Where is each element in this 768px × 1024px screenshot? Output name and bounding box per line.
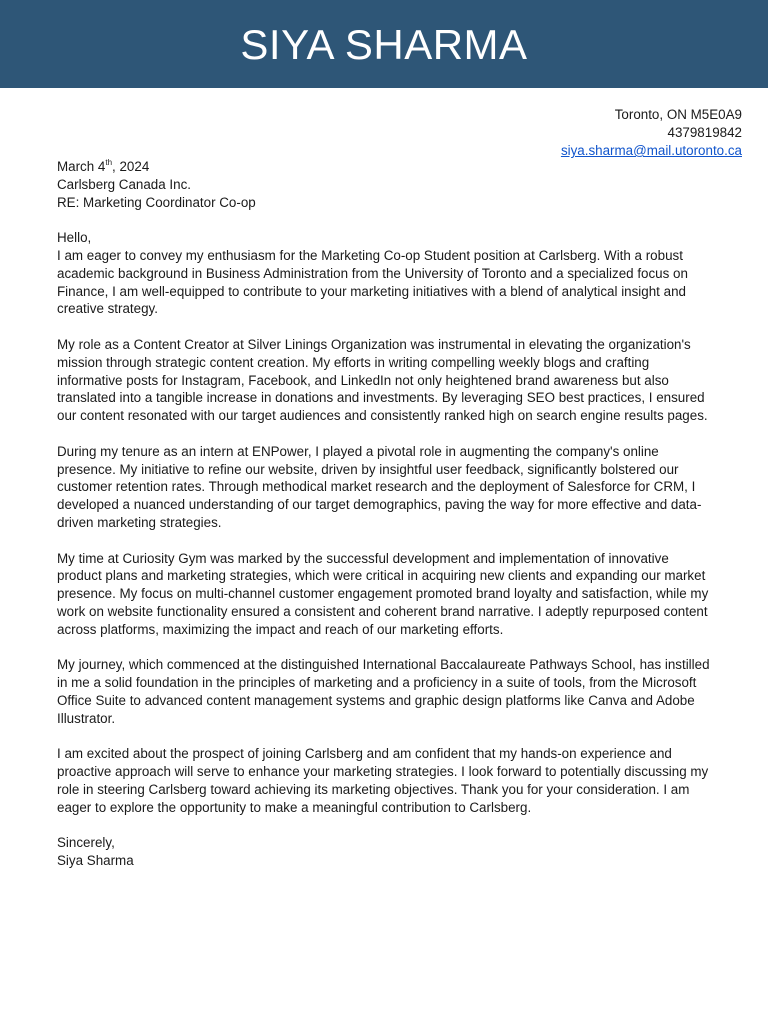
contact-address: Toronto, ON M5E0A9 — [614, 107, 742, 122]
header-band — [0, 0, 768, 88]
signature: Siya Sharma — [57, 853, 134, 869]
applicant-name: SIYA SHARMA — [240, 21, 528, 68]
paragraph: My role as a Content Creator at Silver Linings Organization was instrumental in elevating the organization's mission through strategic content creation. My efforts in writing compelling weekly blogs and crafting informative posts for Instagram, Facebook, and LinkedIn not only heightened brand awareness but also translated into a tangible increase in donations and investments. By leveraging SEO best practices, I ensured our content resonated with our target audiences and consistently ranked high on search engine results pages. — [57, 336, 708, 424]
paragraph: I am excited about the prospect of joining Carlsberg and am confident that my hands-on experience and proactive approach will serve to enhance your marketing strategies. I look forward to potentially discussing my role in steering Carlsberg toward achieving its marketing objectives. Thank you for your consideration. I am eager to explore the opportunity to make a meaningful contribution to Carlsberg. — [57, 746, 709, 815]
contact-phone: 4379819842 — [667, 125, 742, 140]
paragraph: My journey, which commenced at the distinguished International Baccalaureate Pathways School, has instilled in me a solid foundation in the principles of marketing and a proficiency in a suite of tools, from the Microsoft Office Suite to advanced content management systems and graphic design platforms like Canva and Adobe Illustrator. — [57, 657, 710, 726]
letter-subject: RE: Marketing Coordinator Co-op — [57, 194, 256, 210]
paragraph: My time at Curiosity Gym was marked by the successful development and implementation of innovative product plans and marketing strategies, which were critical in acquiring new clients and expanding our market presence. My focus on multi-channel customer engagement promoted brand loyalty and satisfaction, while my work on website functionality ensured a consistent and coherent brand narrative. I adeptly repurposed content across platforms, maximizing the impact and reach of our marketing efforts. — [57, 550, 709, 637]
closing: Sincerely, — [57, 835, 115, 851]
letter-body — [57, 158, 717, 870]
contact-email-link[interactable]: siya.sharma@mail.utoronto.ca — [560, 143, 742, 158]
recipient-block — [57, 158, 717, 211]
greeting: Hello, — [57, 230, 92, 246]
paragraph: During my tenure as an intern at ENPower, I played a pivotal role in augmenting the company's online presence. My initiative to refine our website, driven by insightful user feedback, significantly bolstered our customer retention rates. Through methodical market research and the deployment of Salesforce for CRM, I developed a nuanced understanding of our target demographics, paving the way for more effective and data-driven marketing strategies. — [57, 443, 702, 530]
letter-date: March 4th, 2024 — [57, 157, 150, 174]
recipient-company: Carlsberg Canada Inc. — [57, 176, 191, 192]
contact-block — [561, 106, 742, 160]
paragraph: I am eager to convey my enthusiasm for the Marketing Co-op Student position at Carlsberg. With a robust academic background in Business Administration from the University of Toronto and a specialized focus on Finance, I am well-equipped to contribute to your marketing initiatives with a blend of analytical insight and creative strategy. — [57, 247, 688, 317]
